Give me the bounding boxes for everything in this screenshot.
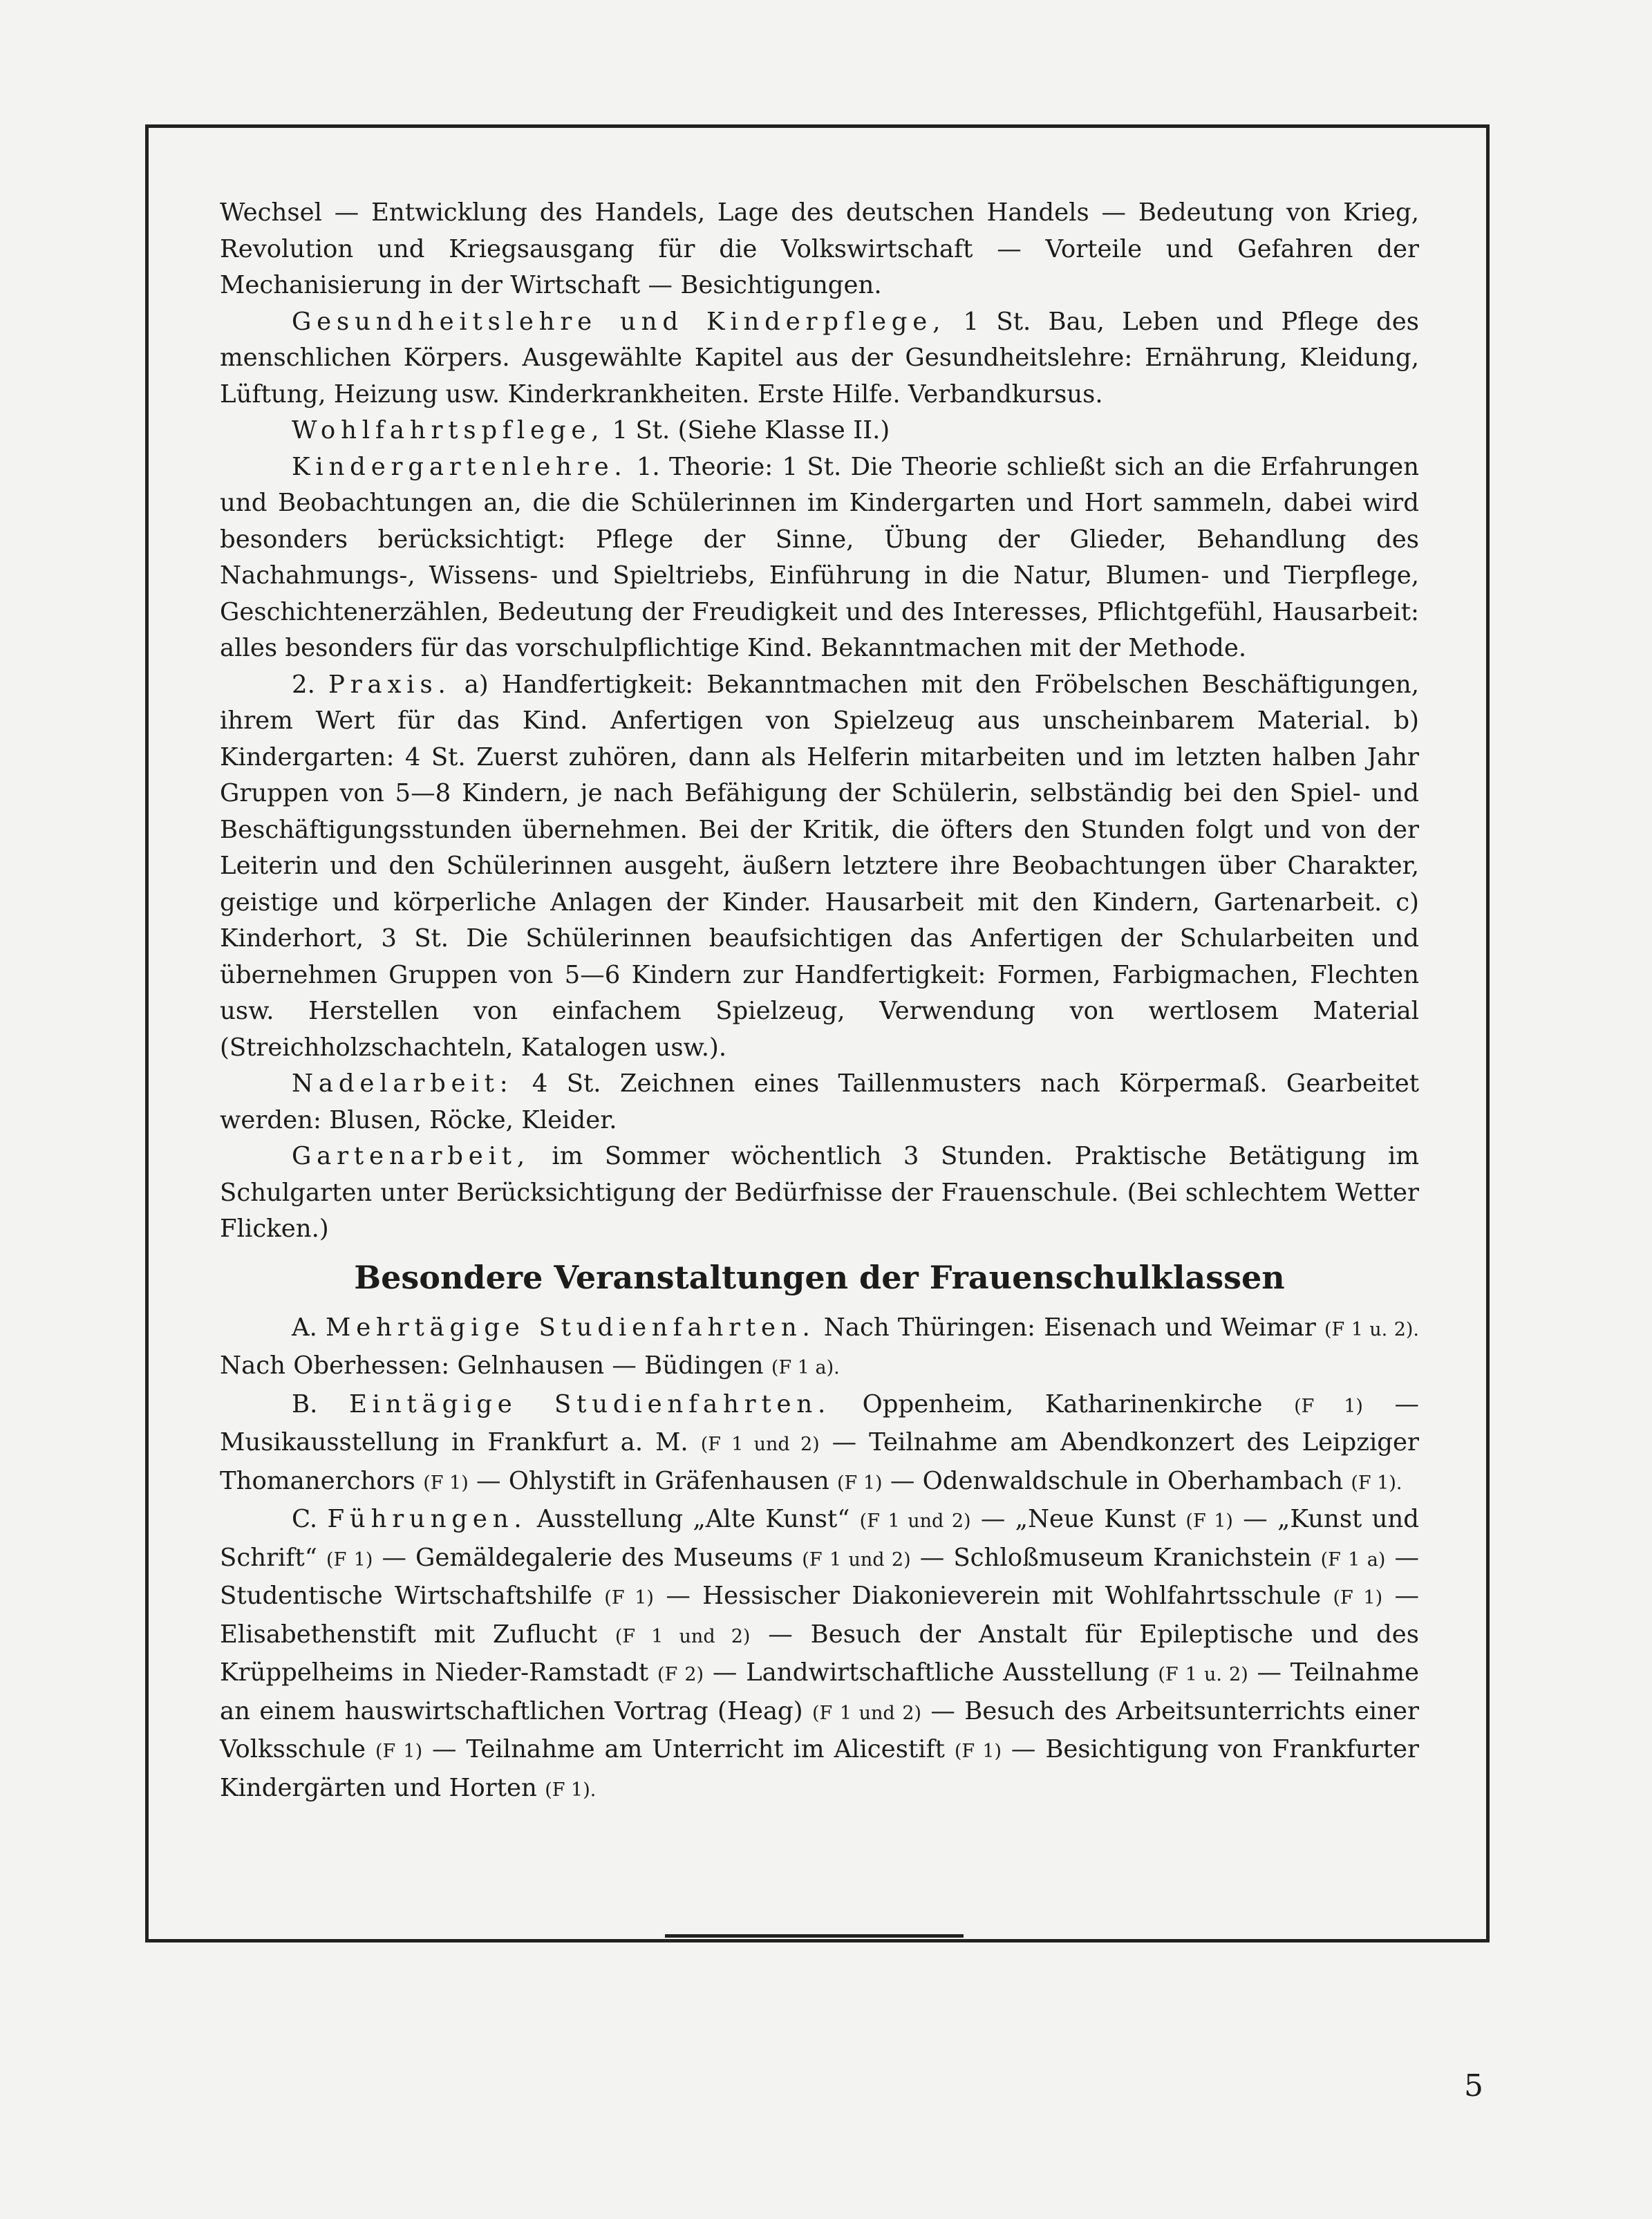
class-note: (F 1 u. 2). <box>1324 1318 1419 1340</box>
paragraph-text: a) Handfertigkeit: Bekanntmachen mit den Fröbelschen Beschäftigungen, ihrem Wert für das Kind. Anfertigen von Spielzeug aus unscheinbarem Material. b) Kindergarten: 4 St. Zuerst zuhören, dann als Helferin mitarbeiten und im letzten halben Jahr Gruppen von 5—8 Kindern, je nach Befähigung der Schülerin, selbständig bei den Spiel- und Beschäftigungsstunden übernehmen. Bei der Kritik, die öfters den Stunden folgt und von der Leiterin und den Schülerinnen ausgeht, äußern letztere ihre Beobachtungen über Charakter, geistige und körperliche Anlagen der Kinder. Hausarbeit mit den Kindern, Gartenarbeit. c) Kinderhort, 3 St. Die Schülerinnen beaufsichtigen das Anfertigen der Schularbeiten und übernehmen Gruppen von 5—6 Kindern zur Handfertigkeit: Formen, Farbigmachen, Flechten usw. Herstellen von einfachem Spielzeug, Verwendung von wertlosem Material (Streichholzschachteln, Katalogen usw.). <box>220 670 1420 1062</box>
class-note: (F 1) <box>1294 1395 1363 1417</box>
class-note: (F 1 und 2) <box>802 1548 911 1571</box>
class-note: (F 1) <box>375 1741 423 1762</box>
class-note: (F 1 a). <box>771 1357 840 1378</box>
paragraph-text: 4 St. Zeichnen eines Taillenmusters nach Körpermaß. Gearbeitet werden: Blusen, Röcke, Kleider. <box>220 1069 1419 1134</box>
subject-term: Führungen. <box>327 1505 527 1533</box>
subject-term: Wohlfahrtspflege, <box>292 416 605 444</box>
paragraph-handel: Wechsel — Entwicklung des Handels, Lage des deutschen Handels — Bedeutung von Krieg, Revolution und Kriegsausgang für die Volkswirtschaft — Vorteile und Gefahren der Mechanisierung in der Wirtschaft — Besichtigungen. <box>220 198 1419 299</box>
paragraph-text: — „Neue Kunst <box>970 1505 1186 1533</box>
subject-term: Nadelarbeit: <box>292 1069 514 1098</box>
paragraph-gartenarbeit <box>220 1139 1419 1248</box>
class-note: (F 1 und 2) <box>614 1625 751 1647</box>
paragraph-text: — Studentische Wirtschaftshilfe <box>220 1543 1420 1610</box>
subject-term: Mehrtägige Studienfahrten. <box>326 1313 816 1342</box>
paragraph-text: — Ohlystift in Gräfenhausen <box>468 1466 837 1495</box>
paragraph-text: Nach Oberhessen: Gelnhausen — Büdingen <box>220 1351 771 1380</box>
section-heading: Besondere Veranstaltungen der Frauenschulklassen <box>354 1258 1285 1296</box>
paragraph-text: — Odenwaldschule in Oberhambach <box>882 1466 1351 1495</box>
paragraph-lead: B. <box>292 1389 349 1419</box>
page-content <box>220 195 1419 1808</box>
paragraph-text: Oppenheim, Katharinenkirche <box>831 1389 1295 1419</box>
subject-term: Kindergartenlehre. <box>292 452 628 481</box>
paragraph-lead: C. <box>292 1505 328 1533</box>
paragraph-text: — Musikausstellung in Frankfurt a. M. <box>220 1389 1419 1457</box>
paragraph-text: — Hessischer Diakonieverein mit Wohlfahrtsschule <box>653 1582 1333 1610</box>
paragraph-text: — Schloßmuseum Kranichstein <box>910 1543 1321 1572</box>
paragraph-text: — Besuch der Anstalt für Epileptische und des Krüppelheims in Nieder-Ramstadt <box>220 1620 1420 1687</box>
paragraph-section-b <box>220 1387 1419 1502</box>
paragraph-text: — Teilnahme am Unterricht im Alicestift <box>422 1735 955 1763</box>
class-note: (F 1) <box>423 1472 469 1494</box>
paragraph-lead: A. <box>292 1313 326 1342</box>
paragraph-text: Nach Thüringen: Eisenach und Weimar <box>815 1313 1324 1342</box>
paragraph-section-c <box>220 1501 1419 1808</box>
subject-term: Praxis. <box>328 670 451 699</box>
class-note: (F 1) <box>1185 1510 1233 1532</box>
class-note: (F 1 und 2) <box>859 1510 971 1532</box>
paragraph-text: — Teilnahme am Abendkonzert des Leipziger Thomanerchors <box>220 1428 1420 1495</box>
paragraph-text: — Gemäldegalerie des Museums <box>373 1543 802 1572</box>
subject-term: Gartenarbeit, <box>292 1142 530 1170</box>
subject-term: Eintägige Studienfahrten. <box>348 1389 832 1419</box>
paragraph-nadelarbeit <box>220 1066 1419 1139</box>
class-note: (F 1 u. 2) <box>1158 1664 1248 1685</box>
page-number: 5 <box>1464 2068 1483 2104</box>
paragraph-kindergartenlehre <box>220 449 1419 667</box>
paragraph-praxis <box>220 667 1419 1067</box>
paragraph-lead: 2. <box>292 670 328 699</box>
class-note: (F 1 und 2) <box>811 1702 922 1724</box>
paragraph-text: 1 St. (Siehe Klasse II.) <box>604 416 890 444</box>
class-note: (F 1) <box>326 1548 373 1571</box>
paragraph-text: — Besuch des Arbeitsunterrichts einer Volksschule <box>220 1696 1419 1763</box>
class-note: (F 1 a) <box>1320 1548 1386 1571</box>
subject-term: Gesundheitslehre und Kinderpflege, <box>292 307 946 336</box>
paragraph-text: — „Kunst und Schrift“ <box>220 1505 1420 1572</box>
class-note: (F 1). <box>1351 1472 1402 1494</box>
paragraph-text: — Besichtigung von Frankfurter Kindergärten und Horten <box>220 1735 1420 1802</box>
paragraph-text: — Elisabethenstift mit Zuflucht <box>220 1582 1419 1649</box>
paragraph-text: Ausstellung „Alte Kunst“ <box>527 1505 860 1533</box>
paragraph-text: — Teilnahme an einem hauswirtschaftlichen Vortrag (Heag) <box>220 1658 1420 1725</box>
class-note: (F 1) <box>604 1587 654 1609</box>
class-note: (F 2) <box>657 1664 704 1685</box>
class-note: (F 1 und 2) <box>700 1434 820 1455</box>
class-note: (F 1) <box>837 1472 883 1494</box>
class-note: (F 1) <box>954 1741 1002 1762</box>
paragraph-section-a <box>220 1310 1419 1387</box>
class-note: (F 1). <box>545 1779 597 1801</box>
paragraph-gesundheitslehre <box>220 304 1419 413</box>
closing-rule <box>665 1934 964 1938</box>
paragraph-text: 1 St. Bau, Leben und Pflege des menschlichen Körpers. Ausgewählte Kapitel aus der Gesundheitslehre: Ernährung, Kleidung, Lüftung, Heizung usw. Kinderkrankheiten. Erste Hilfe. Verbandkursus. <box>220 307 1419 409</box>
paragraph-text: — Landwirtschaftliche Ausstellung <box>704 1658 1158 1687</box>
paragraph-wohlfahrtspflege <box>220 413 1419 449</box>
paragraph-text: im Sommer wöchentlich 3 Stunden. Praktische Betätigung im Schulgarten unter Berücksichtigung der Bedürfnisse der Frauenschule. (Bei schlechtem Wetter Flicken.) <box>220 1142 1419 1243</box>
paragraph-text: 1. Theorie: 1 St. Die Theorie schließt sich an die Erfahrungen und Beobachtungen an, die die Schülerinnen im Kindergarten und Hort sammeln, dabei wird besonders berücksichtigt: Pflege der Sinne, Übung der Glieder, Behandlung des Nachahmungs-, Wissens- und Spieltriebs, Einführung in die Natur, Blumen- und Tierpflege, Geschichtenerzählen, Bedeutung der Freudigkeit und des Interesses, Pflichtgefühl, Hausarbeit: alles besonders für das vorschulpflichtige Kind. Bekanntmachen mit der Methode. <box>220 452 1419 662</box>
class-note: (F 1) <box>1333 1587 1383 1609</box>
